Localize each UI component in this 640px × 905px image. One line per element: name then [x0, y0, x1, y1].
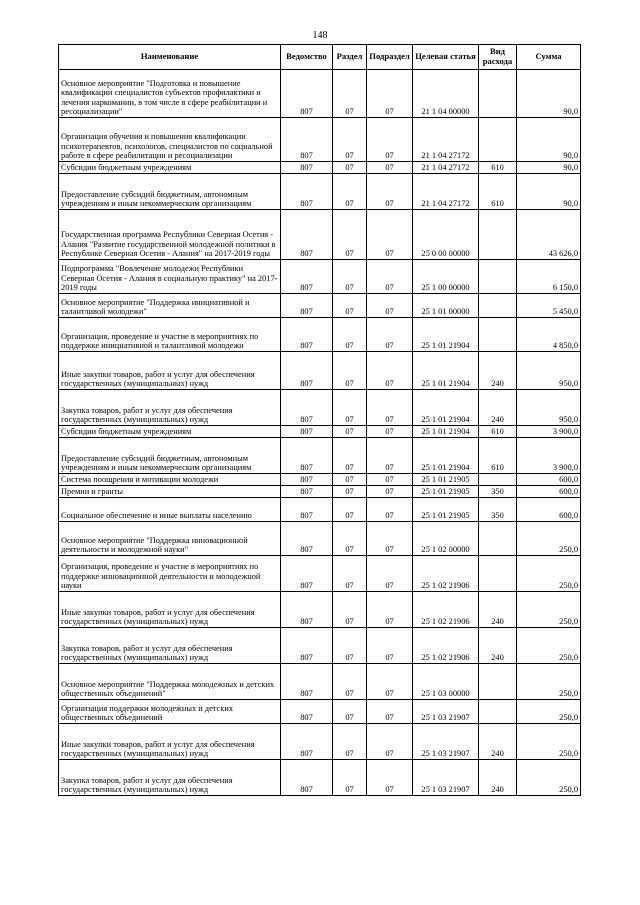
- row-target: 25 1 03 00000: [413, 664, 479, 700]
- table-row: [59, 70, 581, 118]
- row-subsection: 07: [367, 486, 413, 498]
- row-sum: 600,0: [517, 474, 581, 486]
- row-section: 07: [333, 390, 367, 426]
- row-expense-type: [479, 70, 517, 118]
- table-row: [59, 174, 581, 210]
- table-row: [59, 592, 581, 628]
- row-sum: 90,0: [517, 162, 581, 174]
- row-expense-type: 610: [479, 162, 517, 174]
- row-expense-type: 240: [479, 724, 517, 760]
- row-department: 807: [281, 318, 333, 352]
- table-row: [59, 522, 581, 556]
- row-department: 807: [281, 486, 333, 498]
- row-sum: 5 450,0: [517, 294, 581, 318]
- row-expense-type: [479, 700, 517, 724]
- row-sum: 600,0: [517, 498, 581, 522]
- row-name: Организация обучения и повышения квалификации психотерапевтов, психологов, специалистов по социальной работе в сфере реабилитации и ресоциализации: [59, 118, 281, 162]
- row-sum: 90,0: [517, 70, 581, 118]
- row-subsection: 07: [367, 498, 413, 522]
- row-sum: 250,0: [517, 664, 581, 700]
- row-department: 807: [281, 438, 333, 474]
- row-section: 07: [333, 318, 367, 352]
- table-row: [59, 724, 581, 760]
- row-name: Основное мероприятие "Поддержка молодежных и детских общественных объединений": [59, 664, 281, 700]
- row-subsection: 07: [367, 294, 413, 318]
- row-target: 25 1 02 00000: [413, 522, 479, 556]
- table-row: [59, 118, 581, 162]
- row-department: 807: [281, 498, 333, 522]
- table-row: [59, 700, 581, 724]
- row-target: 25 1 01 21904: [413, 318, 479, 352]
- row-name: Закупка товаров, работ и услуг для обеспечения государственных (муниципальных) нужд: [59, 628, 281, 664]
- row-target: 21 1 04 27172: [413, 162, 479, 174]
- row-name: Иные закупки товаров, работ и услуг для обеспечения государственных (муниципальных) нужд: [59, 352, 281, 390]
- header-department: Ведомство: [281, 45, 333, 70]
- row-name: Предоставление субсидий бюджетным, автономным учреждениям и иным некоммерческим организациям: [59, 174, 281, 210]
- row-expense-type: 240: [479, 592, 517, 628]
- row-section: 07: [333, 118, 367, 162]
- row-name: Организация, проведение и участие в мероприятиях по поддержке инициативной и талантливой молодежи: [59, 318, 281, 352]
- row-department: 807: [281, 260, 333, 294]
- row-subsection: 07: [367, 700, 413, 724]
- table-body: [59, 70, 581, 796]
- row-name: Подпрограмма "Вовлечение молодежи Республики Северная Осетия - Алания в социальную практику" на 2017-2019 годы: [59, 260, 281, 294]
- row-subsection: 07: [367, 438, 413, 474]
- row-section: 07: [333, 70, 367, 118]
- row-section: 07: [333, 664, 367, 700]
- row-department: 807: [281, 474, 333, 486]
- row-sum: 250,0: [517, 592, 581, 628]
- row-department: 807: [281, 664, 333, 700]
- row-department: 807: [281, 628, 333, 664]
- row-target: 21 1 04 00000: [413, 70, 479, 118]
- row-subsection: 07: [367, 318, 413, 352]
- page-number: 148: [312, 30, 328, 41]
- row-department: 807: [281, 294, 333, 318]
- row-name: Основное мероприятие "Поддержка инновационной деятельности и молодежной науки": [59, 522, 281, 556]
- row-department: 807: [281, 352, 333, 390]
- row-name: Закупка товаров, работ и услуг для обеспечения государственных (муниципальных) нужд: [59, 390, 281, 426]
- row-section: 07: [333, 724, 367, 760]
- row-section: 07: [333, 474, 367, 486]
- row-expense-type: 610: [479, 438, 517, 474]
- table-row: [59, 498, 581, 522]
- row-expense-type: [479, 118, 517, 162]
- row-sum: 43 626,0: [517, 210, 581, 260]
- row-subsection: 07: [367, 522, 413, 556]
- row-name: Закупка товаров, работ и услуг для обеспечения государственных (муниципальных) нужд: [59, 760, 281, 796]
- table-row: [59, 664, 581, 700]
- row-subsection: 07: [367, 70, 413, 118]
- table-row: [59, 162, 581, 174]
- row-target: 25 1 01 21904: [413, 426, 479, 438]
- table-row: [59, 438, 581, 474]
- table-row: [59, 294, 581, 318]
- row-name: Предоставление субсидий бюджетным, автономным учреждениям и иным некоммерческим организациям: [59, 438, 281, 474]
- row-sum: 250,0: [517, 556, 581, 592]
- row-sum: 250,0: [517, 724, 581, 760]
- row-name: Субсидии бюджетным учреждениям: [59, 162, 281, 174]
- row-target: 25 1 03 21907: [413, 700, 479, 724]
- table-row: [59, 474, 581, 486]
- row-section: 07: [333, 592, 367, 628]
- header-target: Целевая статья: [413, 45, 479, 70]
- row-expense-type: 610: [479, 174, 517, 210]
- header-subsection: Подраздел: [367, 45, 413, 70]
- row-target: 25 1 03 21907: [413, 760, 479, 796]
- row-expense-type: 240: [479, 760, 517, 796]
- row-section: 07: [333, 522, 367, 556]
- row-department: 807: [281, 118, 333, 162]
- row-subsection: 07: [367, 426, 413, 438]
- row-target: 25 1 00 00000: [413, 260, 479, 294]
- header-section: Раздел: [333, 45, 367, 70]
- row-target: 25 1 01 21905: [413, 474, 479, 486]
- row-expense-type: 240: [479, 390, 517, 426]
- row-sum: 3 900,0: [517, 426, 581, 438]
- row-name: Основное мероприятие "Поддержка инициативной и талантливой молодежи": [59, 294, 281, 318]
- row-sum: 4 850,0: [517, 318, 581, 352]
- table-header-row: [59, 45, 581, 70]
- row-subsection: 07: [367, 174, 413, 210]
- row-subsection: 07: [367, 592, 413, 628]
- row-expense-type: 240: [479, 352, 517, 390]
- table-row: [59, 760, 581, 796]
- row-department: 807: [281, 70, 333, 118]
- row-target: 25 1 02 21906: [413, 628, 479, 664]
- header-sum: Сумма: [517, 45, 581, 70]
- row-expense-type: [479, 210, 517, 260]
- row-sum: 950,0: [517, 352, 581, 390]
- row-sum: 600,0: [517, 486, 581, 498]
- table-row: [59, 486, 581, 498]
- row-sum: 6 150,0: [517, 260, 581, 294]
- row-target: 25 0 00 00000: [413, 210, 479, 260]
- row-department: 807: [281, 426, 333, 438]
- row-name: Основное мероприятие "Подготовка и повышение квалификации специалистов субъектов профилактики и лечения наркомании, в том числе в сфере реабилитации и ресоциализации": [59, 70, 281, 118]
- row-expense-type: [479, 474, 517, 486]
- row-sum: 250,0: [517, 700, 581, 724]
- row-target: 25 1 03 21907: [413, 724, 479, 760]
- row-sum: 90,0: [517, 118, 581, 162]
- row-name: Социальное обеспечение и иные выплаты населению: [59, 498, 281, 522]
- row-target: 25 1 01 00000: [413, 294, 479, 318]
- row-target: 25 1 02 21906: [413, 556, 479, 592]
- row-expense-type: [479, 318, 517, 352]
- row-expense-type: 350: [479, 498, 517, 522]
- row-department: 807: [281, 760, 333, 796]
- row-expense-type: [479, 522, 517, 556]
- row-section: 07: [333, 352, 367, 390]
- row-department: 807: [281, 390, 333, 426]
- row-name: Иные закупки товаров, работ и услуг для обеспечения государственных (муниципальных) нужд: [59, 724, 281, 760]
- row-section: 07: [333, 628, 367, 664]
- row-section: 07: [333, 426, 367, 438]
- row-department: 807: [281, 210, 333, 260]
- row-sum: 250,0: [517, 760, 581, 796]
- row-name: Организация, проведение и участие в мероприятиях по поддержке инновационной деятельности и молодежной науки: [59, 556, 281, 592]
- row-expense-type: 350: [479, 486, 517, 498]
- table-row: [59, 390, 581, 426]
- row-subsection: 07: [367, 664, 413, 700]
- row-sum: 250,0: [517, 628, 581, 664]
- table-row: [59, 556, 581, 592]
- row-department: 807: [281, 522, 333, 556]
- row-expense-type: 610: [479, 426, 517, 438]
- row-department: 807: [281, 162, 333, 174]
- table-row: [59, 628, 581, 664]
- row-subsection: 07: [367, 556, 413, 592]
- row-sum: 90,0: [517, 174, 581, 210]
- row-name: Государственная программа Республики Северная Осетия - Алания "Развитие государственной молодежной политики в Республике Северная Осетия - Алания" на 2017-2019 годы: [59, 210, 281, 260]
- row-department: 807: [281, 724, 333, 760]
- row-target: 25 1 01 21905: [413, 498, 479, 522]
- row-name: Организация поддержки молодежных и детских общественных объединений: [59, 700, 281, 724]
- table-row: [59, 210, 581, 260]
- row-section: 07: [333, 438, 367, 474]
- row-subsection: 07: [367, 118, 413, 162]
- row-sum: 3 900,0: [517, 438, 581, 474]
- row-expense-type: [479, 556, 517, 592]
- row-target: 25 1 01 21905: [413, 486, 479, 498]
- row-section: 07: [333, 260, 367, 294]
- row-expense-type: [479, 294, 517, 318]
- row-target: 25 1 01 21904: [413, 352, 479, 390]
- table-row: [59, 318, 581, 352]
- row-name: Иные закупки товаров, работ и услуг для обеспечения государственных (муниципальных) нужд: [59, 592, 281, 628]
- row-section: 07: [333, 556, 367, 592]
- row-subsection: 07: [367, 724, 413, 760]
- table-row: [59, 426, 581, 438]
- row-department: 807: [281, 592, 333, 628]
- row-section: 07: [333, 174, 367, 210]
- row-department: 807: [281, 556, 333, 592]
- row-target: 25 1 02 21906: [413, 592, 479, 628]
- row-subsection: 07: [367, 390, 413, 426]
- row-section: 07: [333, 294, 367, 318]
- row-sum: 950,0: [517, 390, 581, 426]
- row-subsection: 07: [367, 162, 413, 174]
- row-subsection: 07: [367, 628, 413, 664]
- row-subsection: 07: [367, 474, 413, 486]
- row-target: 25 1 01 21904: [413, 390, 479, 426]
- row-target: 21 1 04 27172: [413, 118, 479, 162]
- row-subsection: 07: [367, 260, 413, 294]
- row-name: Система поощрения и мотивации молодежи: [59, 474, 281, 486]
- row-section: 07: [333, 498, 367, 522]
- header-expense-type: Вид расхода: [479, 45, 517, 70]
- row-section: 07: [333, 760, 367, 796]
- row-target: 25 1 01 21904: [413, 438, 479, 474]
- row-sum: 250,0: [517, 522, 581, 556]
- table-row: [59, 260, 581, 294]
- table-row: [59, 352, 581, 390]
- row-subsection: 07: [367, 210, 413, 260]
- header-name: Наименование: [59, 45, 281, 70]
- row-expense-type: 240: [479, 628, 517, 664]
- row-expense-type: [479, 260, 517, 294]
- row-target: 21 1 04 27172: [413, 174, 479, 210]
- row-name: Премии и гранты: [59, 486, 281, 498]
- row-department: 807: [281, 700, 333, 724]
- budget-table: [58, 44, 581, 796]
- row-name: Субсидии бюджетным учреждениям: [59, 426, 281, 438]
- row-section: 07: [333, 700, 367, 724]
- row-subsection: 07: [367, 760, 413, 796]
- row-section: 07: [333, 210, 367, 260]
- row-section: 07: [333, 162, 367, 174]
- row-expense-type: [479, 664, 517, 700]
- row-subsection: 07: [367, 352, 413, 390]
- row-department: 807: [281, 174, 333, 210]
- row-section: 07: [333, 486, 367, 498]
